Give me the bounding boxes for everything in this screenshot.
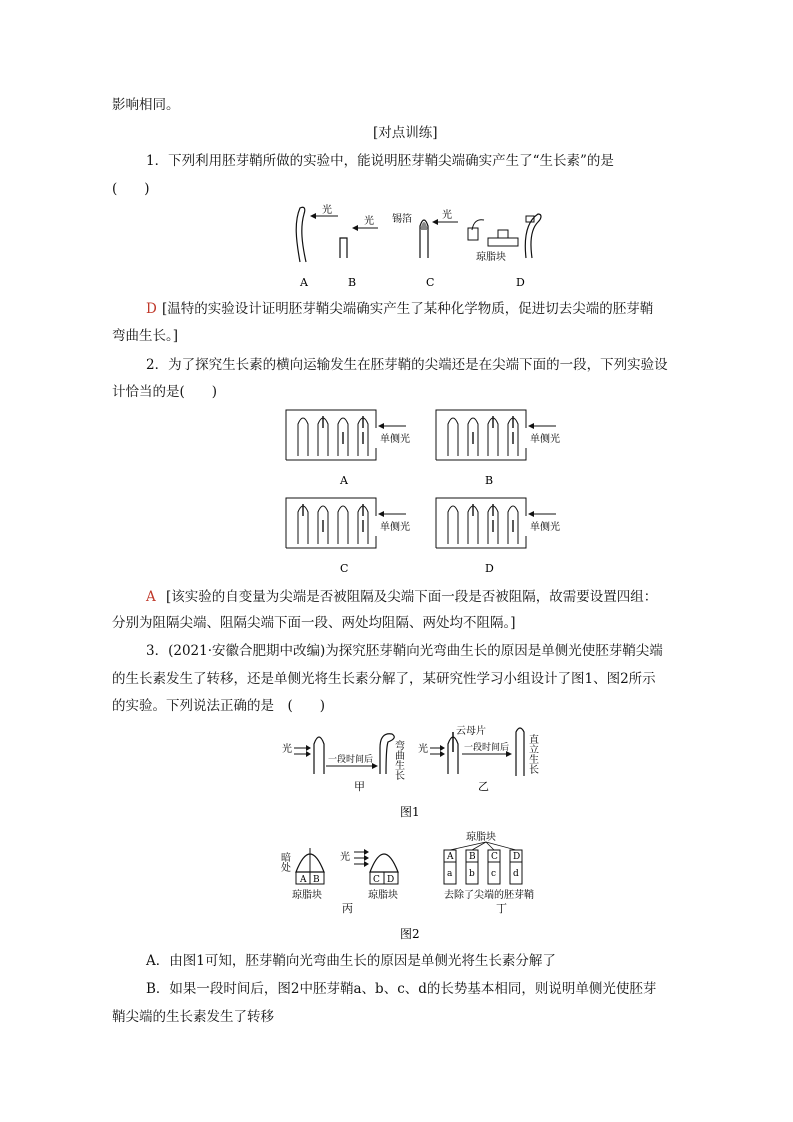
fig3-yi: 乙: [478, 780, 489, 793]
pointer-line: [450, 842, 486, 850]
box-label: C: [340, 562, 349, 575]
arrow-head: [528, 423, 534, 429]
coleoptile: [448, 506, 458, 544]
answer-1-text: [温特的实验设计证明胚芽鞘尖端确实产生了某种化学物质，促进切去尖端的胚芽鞘: [162, 301, 654, 317]
question-3: 3．(2021·安徽合肥期中改编)为探究胚芽鞘向光弯曲生长的原因是单侧光使胚芽鞘尖端: [146, 643, 663, 659]
fig4-bing: 丙: [342, 902, 353, 915]
light-label: 单侧光: [530, 522, 560, 533]
tip-bing-2: [370, 854, 398, 872]
fig3-bend: 弯曲生长: [392, 740, 404, 780]
coleoptile-a: [296, 207, 306, 262]
light-label-c: 光: [442, 210, 452, 221]
fig4-block-a: A: [300, 875, 307, 885]
box-label: D: [485, 562, 494, 575]
coleoptile: [298, 418, 308, 456]
box-label: B: [485, 474, 494, 487]
fig4-removed: 去除了尖端的胚芽鞘: [444, 890, 534, 901]
light-label: 单侧光: [380, 522, 410, 533]
arrow-head: [528, 511, 534, 517]
fig1-label-b: B: [348, 276, 357, 289]
fig3-light-yi: 光: [418, 744, 428, 755]
answer-2-text: [该实验的自变量为尖端是否被阻隔及尖端下面一段是否被阻隔，故需要设置四组：: [166, 589, 658, 605]
fig3-straight: 直立生长: [526, 734, 538, 774]
agar-label: 琼脂块: [476, 252, 506, 263]
figure-4: [280, 828, 550, 943]
coleoptile: [338, 506, 348, 544]
fig4-agar-1: 琼脂块: [292, 890, 322, 901]
fig1-label-c: C: [426, 276, 435, 289]
coleoptile-jia: [314, 737, 324, 774]
section-title: [对点训练]: [373, 125, 438, 141]
question-2-line-2: 计恰当的是( ): [112, 384, 218, 400]
coleoptile: [448, 418, 458, 456]
fig3-time-yi: 一段时间后: [464, 743, 510, 753]
question-3-line-3: 的实验。下列说法正确的是 ( ): [112, 698, 326, 714]
fig1-label-a: A: [300, 276, 308, 289]
fig1-label-d: D: [516, 276, 525, 289]
block-label: D: [513, 852, 521, 862]
answer-2-letter: A: [146, 589, 156, 605]
fig3-caption: 图1: [400, 805, 420, 819]
option-b: B．如果一段时间后，图2中胚芽鞘a、b、c、d的长势基本相同，则说明单侧光使胚芽: [146, 981, 657, 997]
question-2: 2．为了探究生长素的横向运输发生在胚芽鞘的尖端还是在尖端下面的一段，下列实验设: [146, 357, 668, 373]
answer-1-text-2: 弯曲生长。]: [112, 328, 179, 344]
text-line: 影响相同。: [112, 97, 180, 113]
light-label-b: 光: [364, 216, 374, 227]
agar-block: [488, 238, 518, 246]
arrow-head: [378, 511, 384, 517]
box-label: A: [340, 474, 348, 487]
coleoptile-label: c: [491, 869, 497, 879]
fig4-dark: 暗处: [278, 852, 290, 872]
fig4-block-c: C: [373, 875, 380, 885]
light-label-a: 光: [322, 205, 332, 216]
fig4-ding: 丁: [496, 902, 507, 915]
question-1-bracket: ( ): [112, 181, 150, 197]
fig3-jia: 甲: [354, 780, 365, 793]
block-label: A: [447, 852, 454, 862]
fig4-light: 光: [340, 852, 350, 863]
light-label: 单侧光: [380, 434, 410, 445]
question-1: 1．下列利用胚芽鞘所做的实验中，能说明胚芽鞘尖端确实产生了“生长素”的是: [146, 153, 614, 169]
coleoptile-b: [340, 238, 347, 258]
light-label: 单侧光: [530, 434, 560, 445]
answer-2-text-2: 分别为阻隔尖端、阻隔尖端下面一段、两处均阻隔、两处均不阻隔。]: [112, 615, 516, 631]
fig4-agar-2: 琼脂块: [368, 890, 398, 901]
fig4-block-b: B: [313, 875, 320, 885]
fig3-light-jia: 光: [282, 744, 292, 755]
figure-3: [280, 722, 550, 822]
foil-label: 锡箔: [392, 214, 412, 225]
coleoptile-label: d: [513, 869, 519, 879]
arrow-head: [378, 423, 384, 429]
block-label: C: [491, 852, 498, 862]
coleoptile-d: [525, 214, 541, 258]
coleoptile-label: b: [469, 869, 475, 879]
figure-q1: [280, 200, 550, 295]
coleoptile-label: a: [447, 869, 453, 879]
fig3-mica: 云母片: [456, 726, 486, 737]
answer-1-letter: D: [146, 301, 157, 317]
option-b-line-2: 鞘尖端的生长素发生了转移: [112, 1009, 274, 1025]
fig4-agar-3: 琼脂块: [466, 832, 496, 843]
option-a: A．由图1可知，胚芽鞘向光弯曲生长的原因是单侧光将生长素分解了: [146, 953, 556, 969]
question-3-line-2: 的生长素发生了转移，还是单侧光将生长素分解了，某研究性学习小组设计了图1、图2所示: [112, 671, 656, 687]
block-label: B: [469, 852, 476, 862]
fig4-block-d: D: [387, 875, 395, 885]
figure-q2: [280, 404, 560, 580]
coleoptile-straight: [516, 728, 524, 776]
fig4-caption: 图2: [400, 927, 420, 941]
fig3-time-jia: 一段时间后: [328, 755, 374, 765]
